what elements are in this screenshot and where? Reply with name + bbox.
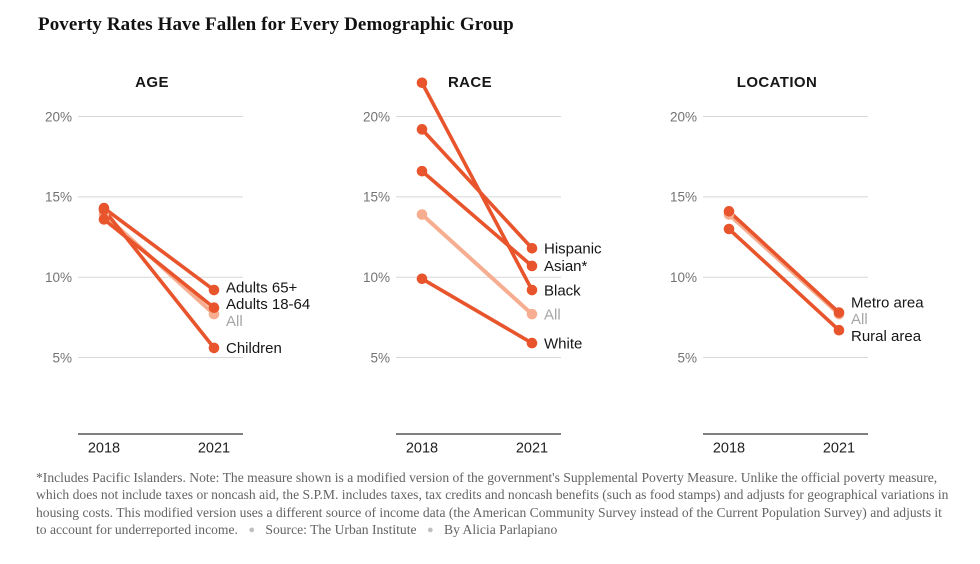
data-point [724, 224, 735, 235]
data-point [417, 166, 428, 177]
data-point [209, 343, 220, 354]
data-point [527, 243, 538, 254]
series-label: Adults 65+ [226, 279, 298, 297]
trend-line [729, 211, 839, 312]
separator-dot: ● [248, 524, 255, 537]
x-tick-label: 2021 [822, 440, 856, 457]
y-tick-label: 20% [669, 109, 697, 125]
data-point [417, 209, 428, 220]
source-text: Source: The Urban Institute [265, 522, 417, 538]
y-tick-label: 10% [362, 270, 390, 285]
data-point [527, 261, 538, 272]
slope-chart-canvas [348, 60, 668, 465]
data-point [99, 204, 110, 215]
data-point [527, 309, 538, 320]
data-point [417, 124, 428, 135]
series-label: All [544, 306, 561, 324]
data-point [724, 206, 735, 217]
series-label: Children [226, 340, 282, 358]
y-tick-label: 15% [362, 189, 390, 205]
separator-dot: ● [426, 524, 434, 537]
y-tick-label: 10% [44, 270, 72, 285]
charts-region [0, 60, 980, 460]
x-tick-label: 2021 [197, 440, 231, 457]
trend-line [729, 229, 839, 330]
chart-title: AGE [135, 74, 169, 91]
series-label: Metro area [851, 294, 924, 312]
page-title: Poverty Rates Have Fallen for Every Demographic Group [38, 14, 514, 35]
chart-title: RACE [447, 74, 493, 91]
byline-text: By Alicia Parlapiano [444, 522, 558, 538]
data-point [99, 214, 110, 225]
data-point [834, 325, 845, 336]
y-tick-label: 5% [677, 350, 697, 366]
y-tick-label: 5% [370, 350, 390, 366]
y-tick-label: 15% [44, 189, 72, 205]
x-tick-label: 2018 [405, 440, 439, 457]
data-point [417, 77, 428, 88]
slope-chart-canvas [30, 60, 350, 465]
footnote [36, 469, 952, 540]
y-tick-label: 20% [44, 109, 72, 125]
series-label: Asian* [544, 258, 588, 276]
data-point [209, 302, 220, 313]
note-text: *Includes Pacific Islanders. Note: The measure shown is a modified version of the government's Supplemental Poverty Measure. Unlike the official poverty measure, which does not include taxes or noncash aid, the S.P.M. includes taxes, tax credits and noncash benefits (such as food stamps) and adjusts for geographical variations in housing costs. This modified version uses a different source of income data (the American Community Survey instead of the Current Population Survey) and adjusts it to account for underreported income. [36, 470, 949, 538]
data-point [834, 307, 845, 318]
x-tick-label: 2018 [712, 440, 746, 457]
data-point [527, 338, 538, 349]
x-tick-label: 2018 [87, 440, 121, 457]
x-tick-label: 2021 [515, 440, 549, 457]
series-label: Hispanic [544, 240, 602, 258]
series-label: Black [544, 282, 581, 300]
y-tick-label: 15% [669, 189, 697, 205]
data-point [209, 285, 220, 296]
data-point [527, 285, 538, 296]
y-tick-label: 20% [362, 109, 390, 125]
series-label: White [544, 335, 583, 353]
data-point [417, 274, 428, 285]
chart-title: LOCATION [736, 74, 818, 91]
chart-age [30, 60, 350, 465]
slope-chart-canvas [655, 60, 975, 465]
trend-line [422, 279, 532, 343]
y-tick-label: 5% [52, 350, 72, 366]
chart-location [655, 60, 975, 465]
series-label: All [226, 312, 243, 330]
series-label: Adults 18-64 [226, 296, 311, 314]
series-label: Rural area [851, 327, 922, 345]
series-label: All [851, 311, 868, 329]
y-tick-label: 10% [669, 270, 697, 285]
chart-race [348, 60, 668, 465]
